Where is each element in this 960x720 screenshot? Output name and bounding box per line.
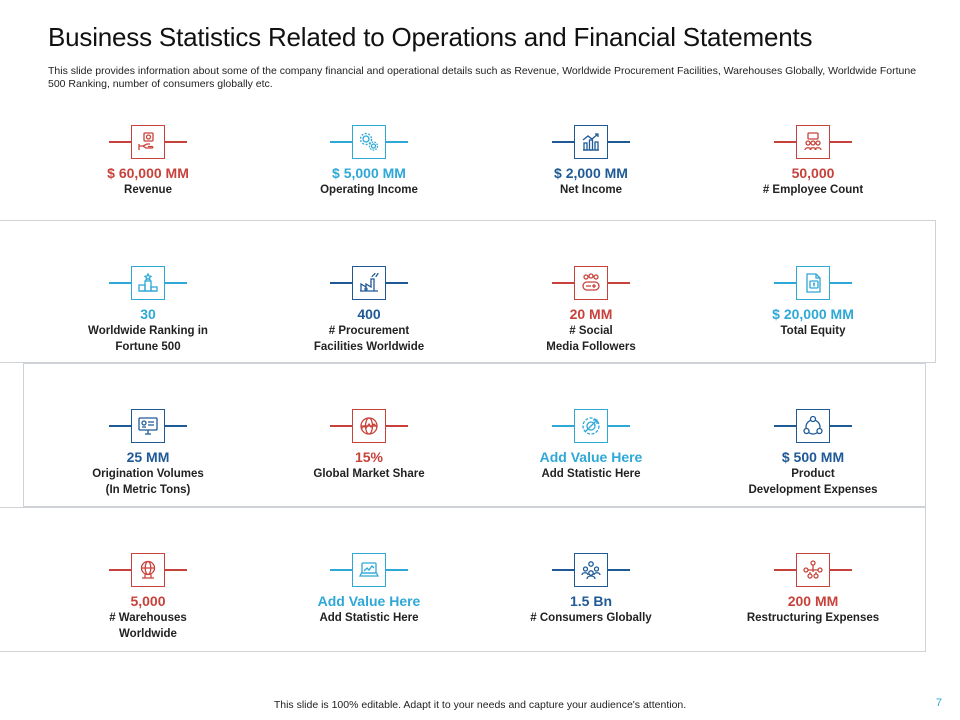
stat-value: $ 2,000 MM (554, 165, 628, 181)
consumers-group-icon (574, 553, 608, 587)
monitor-report-icon (131, 409, 165, 443)
stat-value: 15% (354, 449, 384, 465)
stat-card (259, 266, 479, 355)
stat-label: Net Income (560, 184, 622, 196)
stat-label: # Procurement Facilities Worldwide (313, 325, 425, 353)
stat-value: 5,000 (130, 593, 166, 609)
stat-label: # Employee Count (762, 184, 864, 196)
stat-value: 20 MM (569, 306, 613, 322)
stat-value: $ 5,000 MM (332, 165, 406, 181)
stat-card (481, 553, 701, 626)
factory-icon (352, 266, 386, 300)
stat-card (38, 409, 258, 498)
stat-card (38, 125, 258, 198)
stat-label: Total Equity (780, 325, 846, 337)
laptop-chart-icon (352, 553, 386, 587)
stat-card (481, 266, 701, 355)
stat-label: Worldwide Ranking in Fortune 500 (88, 325, 208, 353)
restructuring-org-icon (796, 553, 830, 587)
stat-label: # Social Media Followers (546, 325, 636, 353)
stat-value: $ 60,000 MM (107, 165, 189, 181)
equity-document-icon (796, 266, 830, 300)
stat-card (481, 409, 701, 482)
stat-label: Add Statistic Here (319, 612, 419, 624)
stat-card (259, 553, 479, 626)
stat-value: $ 500 MM (781, 449, 845, 465)
stat-card (703, 125, 923, 198)
globe-chart-icon (352, 409, 386, 443)
warehouse-globe-icon (131, 553, 165, 587)
stat-value: Add Value Here (317, 593, 421, 609)
target-arrow-icon (574, 409, 608, 443)
stat-label: Restructuring Expenses (746, 612, 880, 624)
stat-card (703, 409, 923, 498)
stat-label: Revenue (124, 184, 172, 196)
stat-label: # Consumers Globally (530, 612, 652, 624)
stat-label: Operating Income (320, 184, 418, 196)
stat-label: Origination Volumes (In Metric Tons) (92, 468, 204, 496)
revenue-hand-coins-icon (131, 125, 165, 159)
stat-value: 400 (357, 306, 381, 322)
stat-card (481, 125, 701, 198)
stat-label: Product Development Expenses (748, 468, 878, 496)
social-followers-icon (574, 266, 608, 300)
slide-description: This slide provides information about some of the company financial and operational details such as Revenue, Worldwide Procurement Facilities, Warehouses Globally, Worldwide Fortune 500 Ranking, number of consumers globally etc. (48, 65, 917, 90)
slide-title: Business Statistics Related to Operations and Financial Statements (48, 22, 813, 52)
page-number: 7 (935, 697, 942, 709)
stat-value: 30 (140, 306, 156, 322)
stat-label: Global Market Share (313, 468, 425, 480)
stat-value: 25 MM (126, 449, 170, 465)
stat-card (259, 409, 479, 482)
stat-label: Add Statistic Here (541, 468, 641, 480)
product-development-cycle-icon (796, 409, 830, 443)
stat-value: $ 20,000 MM (772, 306, 854, 322)
growth-chart-icon (574, 125, 608, 159)
stat-value: 50,000 (791, 165, 835, 181)
stat-card (703, 553, 923, 626)
stat-value: Add Value Here (539, 449, 643, 465)
stat-value: 1.5 Bn (569, 593, 612, 609)
stat-card (38, 266, 258, 355)
stat-value: 200 MM (787, 593, 839, 609)
stat-card (259, 125, 479, 198)
employees-meeting-icon (796, 125, 830, 159)
stat-label: # Warehouses Worldwide (109, 612, 187, 640)
slide-footer: This slide is 100% editable. Adapt it to your needs and capture your audience's attention. (273, 699, 687, 711)
ranking-podium-icon (131, 266, 165, 300)
stat-card (703, 266, 923, 339)
gears-icon (352, 125, 386, 159)
stat-card (38, 553, 258, 642)
